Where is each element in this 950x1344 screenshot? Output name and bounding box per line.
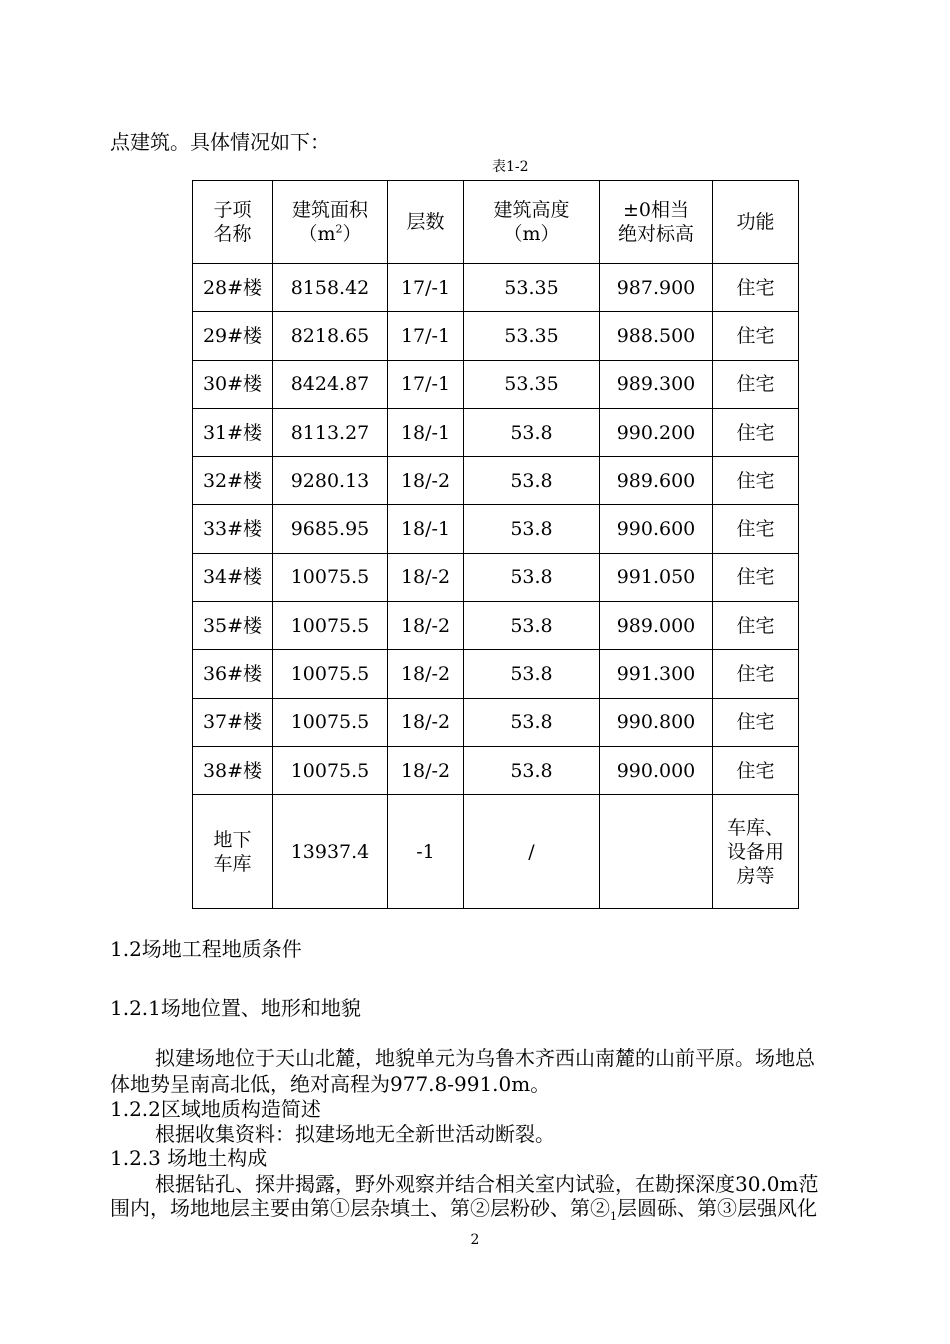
table-row	[193, 408, 799, 456]
cell-area: 10075.5	[273, 698, 388, 746]
section-heading-1-2-3: 1.2.3 场地土构成	[110, 1146, 268, 1170]
cell-height: 53.8	[464, 553, 600, 601]
cell-elevation: 989.300	[600, 360, 713, 408]
cell-name: 地下 车库	[193, 795, 273, 909]
header-area-unit-open: （m	[298, 223, 336, 245]
cell-elevation: 991.300	[600, 650, 713, 698]
cell-height: 53.35	[464, 264, 600, 312]
page-number: 2	[470, 1232, 480, 1248]
cell-area: 13937.4	[273, 795, 388, 909]
cell-function: 住宅	[713, 360, 799, 408]
cell-height: 53.8	[464, 602, 600, 650]
header-area-unit-close: ）	[342, 223, 362, 245]
cell-name: 33#楼	[193, 505, 273, 553]
cell-area: 8113.27	[273, 408, 388, 456]
cell-elevation: 988.500	[600, 312, 713, 360]
cell-elevation: 990.600	[600, 505, 713, 553]
cell-floors: 18/-2	[388, 746, 464, 794]
cell-height: 53.35	[464, 312, 600, 360]
table-row	[193, 264, 799, 312]
header-area-label: 建筑面积	[291, 199, 368, 221]
cell-name: 35#楼	[193, 602, 273, 650]
cell-name: 29#楼	[193, 312, 273, 360]
header-area-unit	[273, 222, 387, 246]
cell-name: 32#楼	[193, 457, 273, 505]
section-heading-1-2: 1.2场地工程地质条件	[110, 937, 302, 961]
cell-height: /	[464, 795, 600, 909]
cell-area: 9685.95	[273, 505, 388, 553]
building-spec-table	[192, 180, 799, 909]
cell-floors: 18/-2	[388, 457, 464, 505]
cell-name: 31#楼	[193, 408, 273, 456]
table-row	[193, 746, 799, 794]
cell-floors: 18/-2	[388, 602, 464, 650]
cell-function: 住宅	[713, 602, 799, 650]
table-row	[193, 602, 799, 650]
paragraph-line: 拟建场地位于天山北麓，地貌单元为乌鲁木齐西山南麓的山前平原。场地总	[155, 1046, 815, 1070]
section-heading-1-2-2: 1.2.2区域地质构造简述	[110, 1097, 321, 1121]
table-row	[193, 312, 799, 360]
cell-function: 住宅	[713, 746, 799, 794]
cell-area: 10075.5	[273, 602, 388, 650]
paragraph-line: 体地势呈南高北低，绝对高程为977.8-991.0m。	[110, 1072, 551, 1096]
cell-floors: 17/-1	[388, 360, 464, 408]
header-area	[273, 181, 388, 264]
cell-elevation: 989.000	[600, 602, 713, 650]
cell-area: 10075.5	[273, 650, 388, 698]
cell-floors: 18/-1	[388, 408, 464, 456]
cell-elevation: 989.600	[600, 457, 713, 505]
cell-elevation: 990.200	[600, 408, 713, 456]
cell-elevation: 990.000	[600, 746, 713, 794]
paragraph-line	[110, 1196, 817, 1229]
cell-floors: 18/-2	[388, 553, 464, 601]
cell-floors: 17/-1	[388, 312, 464, 360]
cell-area: 10075.5	[273, 553, 388, 601]
cell-name: 28#楼	[193, 264, 273, 312]
cell-name: 34#楼	[193, 553, 273, 601]
cell-name: 36#楼	[193, 650, 273, 698]
cell-area: 8158.42	[273, 264, 388, 312]
cell-elevation: 991.050	[600, 553, 713, 601]
header-floors: 层数	[388, 181, 464, 264]
cell-function: 住宅	[713, 650, 799, 698]
cell-floors: 17/-1	[388, 264, 464, 312]
cell-area: 8218.65	[273, 312, 388, 360]
cell-area: 10075.5	[273, 746, 388, 794]
cell-elevation: 987.900	[600, 264, 713, 312]
cell-height: 53.8	[464, 408, 600, 456]
paragraph-line: 根据收集资料：拟建场地无全新世活动断裂。	[155, 1122, 555, 1146]
cell-floors: 18/-2	[388, 698, 464, 746]
cell-height: 53.8	[464, 457, 600, 505]
table-caption: 表1-2	[492, 159, 529, 175]
paragraph-line: 根据钻孔、探井揭露，野外观察并结合相关室内试验，在勘探深度30.0m范	[155, 1172, 819, 1196]
cell-function: 住宅	[713, 505, 799, 553]
cell-elevation	[600, 795, 713, 909]
header-function: 功能	[713, 181, 799, 264]
table-row	[193, 457, 799, 505]
cell-floors: -1	[388, 795, 464, 909]
cell-area: 8424.87	[273, 360, 388, 408]
cell-function: 住宅	[713, 408, 799, 456]
table-row	[193, 505, 799, 553]
header-item-name: 子项 名称	[193, 181, 273, 264]
table-row	[193, 698, 799, 746]
cell-height: 53.8	[464, 746, 600, 794]
paragraph-text: 围内，场地地层主要由第①层杂填土、第②层粉砂、第②	[110, 1196, 610, 1220]
cell-elevation: 990.800	[600, 698, 713, 746]
cell-floors: 18/-2	[388, 650, 464, 698]
table-header-row	[193, 181, 799, 264]
table-row	[193, 360, 799, 408]
header-height: 建筑高度 （m）	[464, 181, 600, 264]
table-row	[193, 553, 799, 601]
cell-height: 53.35	[464, 360, 600, 408]
cell-function: 住宅	[713, 698, 799, 746]
cell-height: 53.8	[464, 650, 600, 698]
cell-name: 38#楼	[193, 746, 273, 794]
cell-function: 住宅	[713, 264, 799, 312]
cell-height: 53.8	[464, 505, 600, 553]
header-elevation: ±0相当 绝对标高	[600, 181, 713, 264]
table-row	[193, 650, 799, 698]
layer-subscript: 1	[610, 1210, 617, 1223]
header-area-unit-sup: 2	[335, 222, 343, 236]
cell-name: 30#楼	[193, 360, 273, 408]
cell-name: 37#楼	[193, 698, 273, 746]
cell-function: 住宅	[713, 312, 799, 360]
cell-floors: 18/-1	[388, 505, 464, 553]
cell-area: 9280.13	[273, 457, 388, 505]
section-heading-1-2-1: 1.2.1场地位置、地形和地貌	[110, 996, 361, 1020]
cell-function: 住宅	[713, 553, 799, 601]
cell-height: 53.8	[464, 698, 600, 746]
cell-function: 住宅	[713, 457, 799, 505]
intro-text: 点建筑。具体情况如下：	[110, 130, 330, 154]
paragraph-text: 层圆砾、第③层强风化	[617, 1196, 817, 1220]
cell-function: 车库、 设备用 房等	[713, 795, 799, 909]
table-row	[193, 795, 799, 909]
